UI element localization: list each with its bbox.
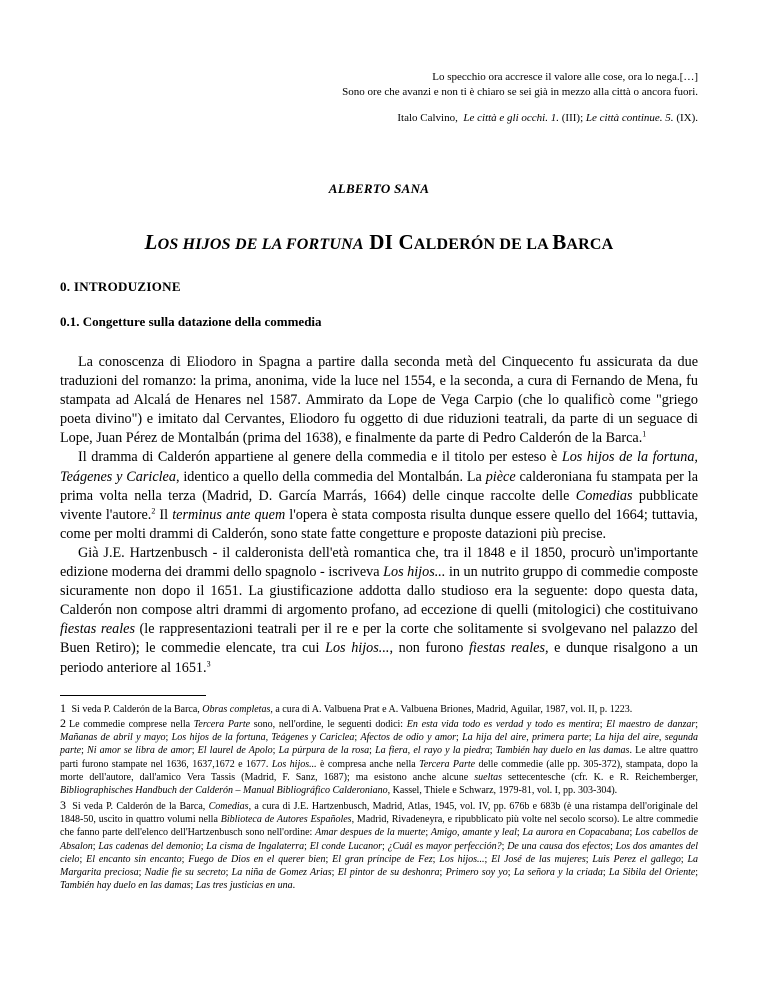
title-cap-b: B (552, 230, 567, 254)
fn3-italic: El conde Lucanor (309, 840, 383, 852)
fn3-italic: Amar despues de la muerte (315, 827, 426, 839)
fn3-italic: El gran príncipe de Fez (332, 853, 433, 865)
fn3-text: ; (304, 840, 310, 852)
fn2-italic: El laurel de Apolo (197, 745, 273, 757)
paragraph-3 (60, 544, 698, 678)
fn3-italic: La Margarita preciosa (60, 853, 699, 879)
fn1-italic: Obras completas (202, 703, 271, 715)
fn2-italic: La hija del aire, segunda parte (60, 732, 699, 757)
subsection-heading: 0.1. Congetture sulla datazione della commedia (60, 314, 322, 329)
epigraph-line-1: Lo specchio ora accresce il valore alle cose, ora lo nega.[…] (432, 71, 698, 83)
fn3-text: ; (190, 880, 196, 892)
fn2-text: è compresa anche nella (316, 758, 420, 770)
fn1-text: Si veda P. Calderón de la Barca, (71, 703, 203, 715)
fn3-text: . (292, 880, 296, 892)
fn3-text: ; (181, 853, 189, 865)
fn3-text: ; (507, 867, 514, 879)
epigraph-credit-end: (IX). (673, 112, 698, 124)
p2-text: pubblicate vivente l'autore. (60, 487, 698, 523)
fn2-text: ; (272, 745, 279, 757)
fn3-text: ; (79, 853, 87, 865)
fn3-italic: Luis Perez el gallego (592, 853, 681, 865)
fn3-text: ; (138, 867, 145, 879)
fn3-italic: Primero soy yo (445, 867, 508, 879)
p2-italic: Los hijos de la fortuna, Teágenes y Cariclea (60, 449, 698, 485)
fn3-italic: Comedias (208, 800, 249, 812)
p2-text: , identico a quello della commedia del Montalbán. La (175, 468, 486, 485)
fn3-text: , a cura di J.E. Hartzenbusch, Madrid, Atlas, 1945, vol. IV, pp. 676b e 683b (è una ristampa dell'originale del 1848-50, uscito in quattro volumi nella (60, 800, 699, 825)
fn3-text: ; (695, 867, 699, 879)
fn3-italic: El encanto sin encanto (86, 853, 182, 865)
paragraph-1 (60, 353, 698, 448)
fn2-text: , Kassel, Thiele e Schwarz, 1979-81, vol. I, pp. 303-304). (387, 785, 618, 797)
title-work: OS HIJOS DE LA FORTUNA (157, 236, 364, 253)
p3-text: (le rappresentazioni teatrali per il re e per la corte che solitamente si svolgevano nel palazzo del Buen Retiro); le commedie elencate, tra cui (60, 621, 699, 657)
fn3-italic: Fuego de Dios en el querer bien (188, 853, 326, 865)
footnote-2-number: 2 (60, 715, 66, 730)
fn3-text: ; (200, 840, 207, 852)
fn3-text: ; (325, 853, 333, 865)
footnote-3-number: 3 (60, 797, 66, 812)
epigraph-credit-mid: (III); (559, 112, 586, 124)
p3-italic: Los hijos... (383, 564, 446, 581)
fn2-text: ; (599, 718, 607, 730)
epigraph-credit-work-2: Le città continue. 5. (585, 112, 674, 124)
fn2-italic: Tercera Parte (193, 718, 251, 730)
fn3-text: ; (610, 840, 616, 852)
section-heading: 0. INTRODUZIONE (60, 279, 181, 294)
fn2-text: ; (456, 732, 463, 744)
fn2-italic: Los hijos... (271, 758, 317, 770)
fn3-text: ; (602, 867, 609, 879)
fn3-italic: El pintor de su deshonra (337, 867, 440, 879)
p2-text: l'opera è stata composta risulta dunque essere quello del 1664; tuttavia, come per molti drammi di Calderón, sono state fatte congetture e proposte datazioni più precise. (60, 506, 698, 542)
footnotes (60, 702, 698, 893)
fn2-italic: También hay duelo en las damas (495, 745, 630, 757)
fn3-italic: Las cadenas del demonio (98, 840, 201, 852)
fn2-italic: sueltas (474, 772, 503, 784)
fn3-text: , Madrid, Rivadeneyra, e ripubblicato più volte nel secolo scorso). Le altre commedie che fanno parte dell'elenco dell'Hartzenbusch sono nell'ordine: (60, 813, 699, 839)
fn3-italic: Amigo, amante y leal (430, 827, 517, 839)
footnote-2 (60, 717, 698, 798)
fn2-italic: En esta vida todo es verdad y todo es mentira (406, 718, 600, 730)
fn3-italic: ¿Cuál es mayor perfección? (387, 840, 502, 852)
p3-italic: fiestas reales (60, 621, 135, 638)
title-connector: DI (363, 230, 399, 254)
epigraph-credit (60, 112, 698, 124)
fn2-text: ; (369, 745, 376, 757)
fn2-text: ; (489, 745, 496, 757)
fn2-text: sono, nell'ordine, le seguenti dodici: (250, 718, 407, 730)
fn2-text: ; (165, 732, 172, 744)
fn3-italic: Nadie fie su secreto (144, 867, 226, 879)
fn3-italic: La Sibila del Oriente (608, 867, 696, 879)
fn3-text: ; (501, 840, 508, 852)
epigraph-line-2: Sono ore che avanzi e non ti è chiaro se sei già in mezzo alla città o ancora fuori. (342, 86, 698, 98)
fn3-italic: Biblioteca de Autores Españoles (220, 813, 352, 825)
title-author-1: ALDERÓN DE LA (413, 236, 553, 253)
fn2-italic: Mañanas de abril y mayo (60, 732, 166, 744)
fn2-text: ; (695, 718, 699, 730)
footnote-ref-2[interactable]: 2 (151, 506, 156, 516)
p2-italic: Comedias (575, 487, 633, 504)
fn3-italic: La señora y la criada (513, 867, 603, 879)
fn3-italic: La aurora en Copacabana (522, 827, 630, 839)
fn2-text: Le commedie comprese nella (69, 718, 194, 730)
article-title (60, 230, 698, 255)
body-text (60, 353, 698, 678)
fn2-italic: Tercera Parte (419, 758, 476, 770)
p2-text: calderoniana fu stampata per la prima volta nella terza (Madrid, D. García Marrás, 1664) delle cinque raccolte delle (60, 468, 698, 504)
p2-italic: pièce (485, 468, 516, 485)
fn2-text: ; (191, 745, 198, 757)
p3-italic: fiestas reales (468, 640, 545, 657)
fn2-italic: Afectos de odio y amor (360, 732, 456, 744)
fn3-italic: Los dos amantes del cielo (60, 840, 698, 865)
fn1-text: , a cura di A. Valbuena Prat e A. Valbuena Briones, Madrid, Aguilar, 1987, vol. II, p. 1223. (270, 703, 633, 715)
fn3-text: ; (439, 867, 446, 879)
fn3-text: ; (484, 853, 492, 865)
footnote-divider (60, 695, 206, 696)
p2-text: Il (155, 506, 173, 523)
fn3-italic: Los hijos... (439, 853, 485, 865)
paragraph-2 (60, 448, 698, 543)
fn2-italic: La hija del aire, primera parte (462, 732, 589, 744)
fn3-text: ; (516, 827, 523, 839)
fn3-text: ; (92, 840, 99, 852)
fn3-text: ; (680, 853, 688, 865)
fn3-text: Si veda P. Calderón de la Barca, (72, 800, 209, 812)
title-author-2: ARCA (566, 236, 614, 253)
fn2-text: settecentesche (cfr. K. e R. Reichemberger, (502, 772, 698, 784)
fn2-italic: El maestro de danzar (606, 718, 696, 730)
fn3-italic: El José de las mujeres (491, 853, 586, 865)
fn2-italic: La púrpura de la rosa (278, 745, 370, 757)
epigraph-credit-work-1: Le città e gli occhi. 1. (463, 112, 559, 124)
footnote-ref-1[interactable]: 1 (642, 429, 647, 439)
p3-italic: Los hijos... (325, 640, 390, 657)
author-name: ALBERTO SANA (328, 181, 430, 196)
p2-text: Il dramma di Calderón appartiene al genere della commedia e il titolo per esteso è (78, 449, 562, 466)
fn2-italic: La fiera, el rayo y la piedra (375, 745, 490, 757)
p3-text: Già J.E. Hartzenbusch - il calderonista dell'età romantica che, tra il 1848 e il 1850, procurò un'importante edizione moderna dei drammi dello spagnolo - iscriveva (60, 544, 698, 581)
paragraph-1-text: La conoscenza di Eliodoro in Spagna a partire dalla seconda metà del Cinquecento fu assicurata da due traduzioni del romanzo: la prima, anonima, vide la luce nel 1554, e la seconda, a cura di Fernando de Mena, fu stampata ad Alcalá de Henares nel 1587. Ammirato da Lope de Vega Carpio (che lo qualificò come "griego poeta divino") e imitato dal Cervantes, Eliodoro fu oggetto di due riduzioni teatrali, da parte di un seguace di Lope, Juan Pérez de Montalbán (prima del 1638), e finalmente da parte di Pedro Calderón de la Barca. (60, 354, 698, 447)
fn2-italic: Los hijos de la fortuna, Teágenes y Cariclea (171, 732, 355, 744)
fn3-text: ; (382, 840, 388, 852)
fn2-text: ; (81, 745, 88, 757)
title-cap-l: L (144, 230, 158, 254)
fn2-text: ; (354, 732, 361, 744)
fn3-text: ; (629, 827, 636, 839)
fn2-text: . Le altre quattro parti furono stampate nel 1636, 1637,1672 e 1677. (60, 745, 699, 770)
p3-text: , non furono (389, 640, 469, 657)
p2-italic: terminus ante quem (172, 506, 286, 523)
fn3-italic: La cisma de Ingalaterra (206, 840, 305, 852)
footnote-3 (60, 799, 698, 893)
fn3-text: ; (225, 867, 232, 879)
p3-text: in un nutrito gruppo di commedie composte sicuramente non dopo il 1651. La giustificazione addotta dallo studioso era la seguente: dopo questa data, Calderón non compose altri drammi di argomento profano, ad eccezione di quelli (mitologici) che costituivano (60, 564, 698, 619)
p3-text: , e dunque risalgono a un periodo anteriore al 1651. (60, 640, 699, 676)
fn3-italic: Las tres justicias en una (195, 880, 293, 892)
fn2-italic: Bibliographisches Handbuch der Calderón – Manual Bibliográfico Calderoniano (60, 785, 388, 797)
fn2-text: delle commedie (alle pp. 305-372), stampata, dopo la morte dell'autore, dall'amico Vera Tassis (Madrid, F. Sanz, 1687); ma esistono anche alcune (60, 758, 698, 784)
title-cap-c: C (398, 230, 414, 254)
fn3-text: ; (585, 853, 593, 865)
fn2-text: ; (588, 732, 595, 744)
epigraph (60, 70, 698, 100)
footnote-1-number: 1 (60, 700, 66, 715)
fn3-italic: Los cabellos de Absalon (60, 827, 698, 852)
footnote-1 (60, 702, 698, 716)
fn3-text: ; (432, 853, 440, 865)
footnote-ref-3[interactable]: 3 (206, 658, 211, 668)
fn2-italic: Ni amor se libra de amor (87, 745, 192, 757)
fn3-italic: La niña de Gomez Arias (231, 867, 332, 879)
fn3-italic: De una causa dos efectos (507, 840, 611, 852)
fn3-italic: También hay duelo en las damas (60, 880, 191, 892)
fn3-text: ; (425, 827, 431, 839)
fn3-text: ; (331, 867, 338, 879)
epigraph-credit-author: Italo Calvino, (397, 112, 458, 124)
